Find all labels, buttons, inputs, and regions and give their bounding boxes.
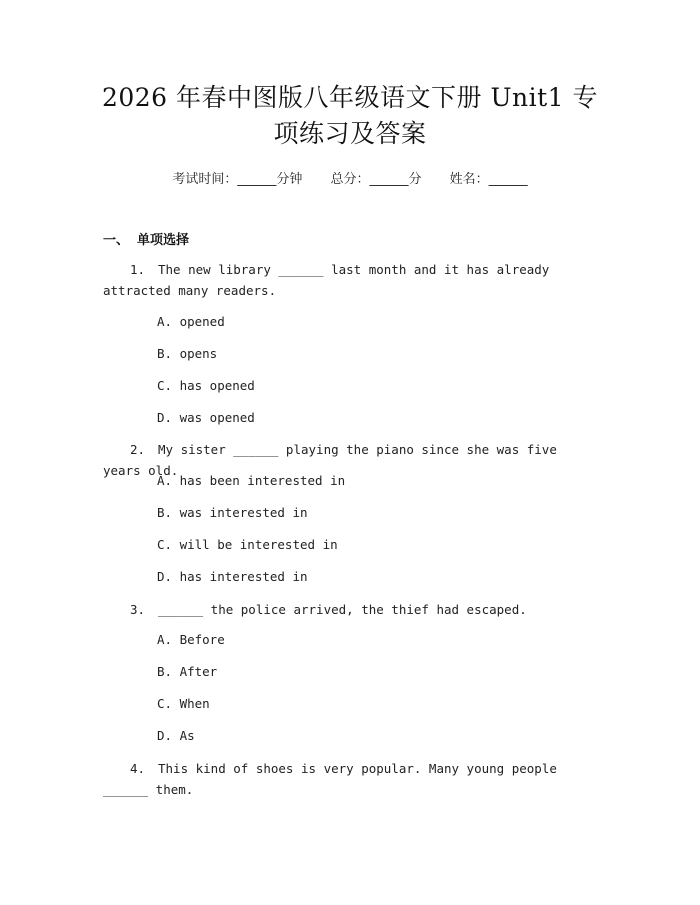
option-2a: A. has been interested in [157,473,346,488]
question-4 [103,758,598,800]
question-stem: This kind of shoes is very popular. Many young people ______ them. [103,761,557,797]
question-number: 2. [130,442,146,457]
option-3b: B. After [157,664,218,679]
option-3d: D. As [157,728,195,743]
option-1d: D. was opened [157,410,255,425]
option-3c: C. When [157,696,210,711]
option-2b: B. was interested in [157,505,308,520]
total-score-field: 总分：______分 [330,172,422,187]
option-1a: A. opened [157,314,225,329]
question-stem: My sister ______ playing the piano since she was five years old. [103,442,557,478]
question-stem: The new library ______ last month and it has already attracted many readers. [103,262,550,298]
question-number: 3. [130,602,146,617]
exam-time-field: 考试时间：______分钟 [172,172,303,187]
section-title: 单项选择 [137,233,190,248]
option-1b: B. opens [157,346,218,361]
student-name-field: 姓名：______ [449,172,528,187]
section-number: 一、 [103,233,130,248]
section-heading [103,229,189,248]
question-1 [103,259,598,301]
option-1c: C. has opened [157,378,255,393]
question-stem: ______ the police arrived, the thief had escaped. [158,602,527,617]
exam-info-line [0,168,700,187]
question-number: 4. [130,761,146,776]
option-3a: A. Before [157,632,225,647]
question-3 [103,599,598,620]
option-2c: C. will be interested in [157,537,338,552]
option-2d: D. has interested in [157,569,308,584]
question-number: 1. [130,262,146,277]
document-title: 2026 年春中图版八年级语文下册 Unit1 专项练习及答案 [101,83,599,148]
